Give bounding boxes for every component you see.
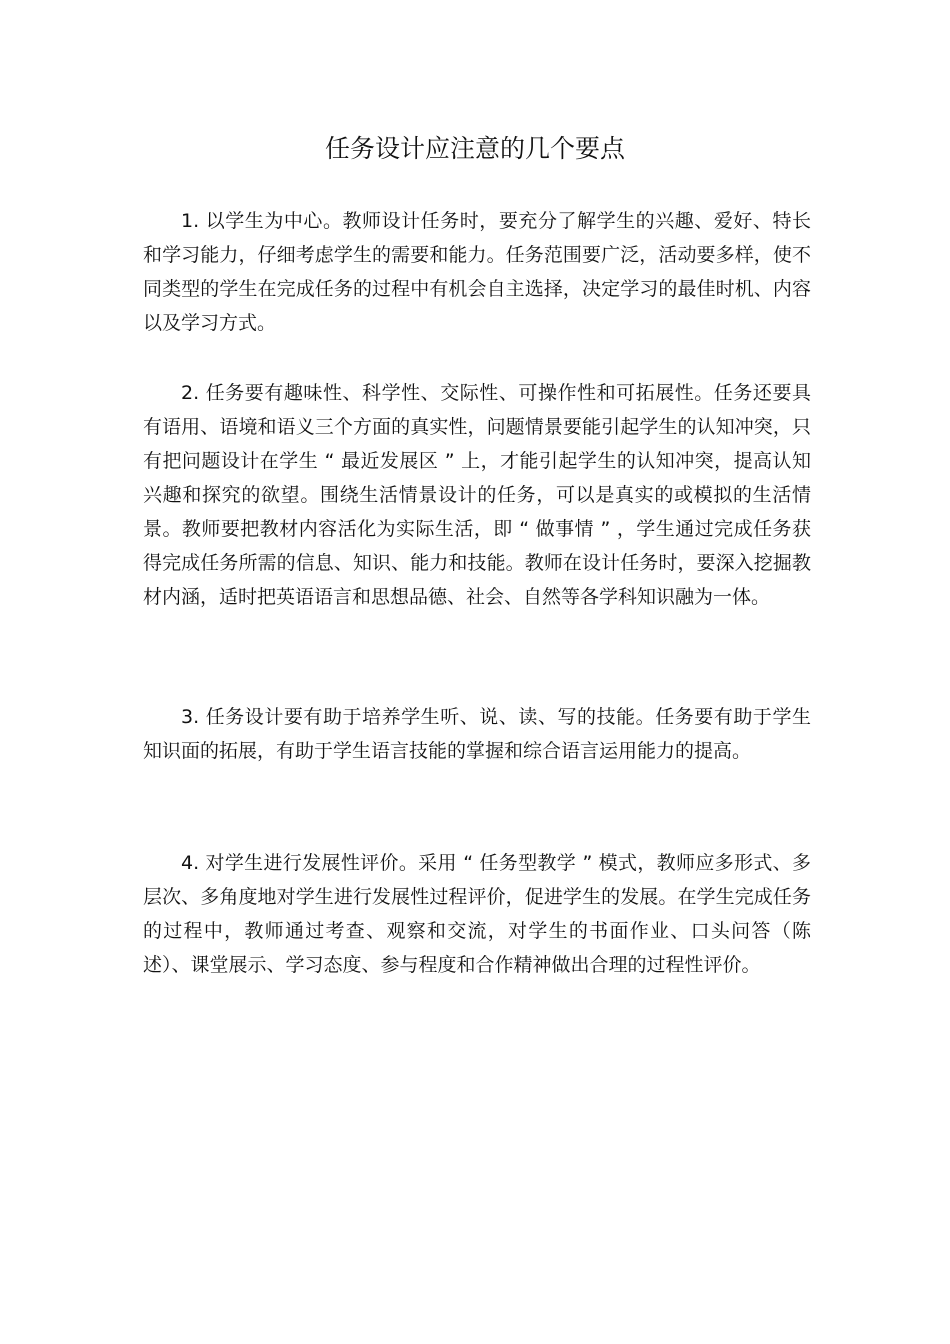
paragraph-1: 1. 以学生为中心。教师设计任务时，要充分了解学生的兴趣、爱好、特长和学习能力，仔细考虑学生的需要和能力。任务范围要广泛，活动要多样，使不同类型的学生在完成任务的过程中有机会自主选择，决定学习的最佳时机、内容以及学习方式。 — [143, 210, 811, 334]
document-title: 任务设计应注意的几个要点 — [324, 134, 625, 163]
paragraph-3: 3. 任务设计要有助于培养学生听、说、读、写的技能。任务要有助于学生知识面的拓展，有助于学生语言技能的掌握和综合语言运用能力的提高。 — [143, 706, 811, 762]
paragraph-2: 2. 任务要有趣味性、科学性、交际性、可操作性和可拓展性。任务还要具有语用、语境和语义三个方面的真实性，问题情景要能引起学生的认知冲突，只有把问题设计在学生 “ 最近发展区 ” 上，才能引起学生的认知冲突，提高认知兴趣和探究的欲望。围绕生活情景设计的任务，可以是真实的或模拟的生活情景。教师要把教材内容活化为实际生活，即 “ 做事情 ” ，学生通过完成任务获得完成任务所需的信息、知识、能力和技能。教师在设计任务时，要深入挖掘教材内涵，适时把英语语言和思想品德、社会、自然等各学科知识融为一体。 — [143, 382, 811, 608]
paragraph-4: 4. 对学生进行发展性评价。采用 “ 任务型教学 ” 模式，教师应多形式、多层次、多角度地对学生进行发展性过程评价，促进学生的发展。在学生完成任务的过程中，教师通过考查、观察和交流，对学生的书面作业、口头问答（陈述）、课堂展示、学习态度、参与程度和合作精神做出合理的过程性评价。 — [143, 852, 811, 976]
